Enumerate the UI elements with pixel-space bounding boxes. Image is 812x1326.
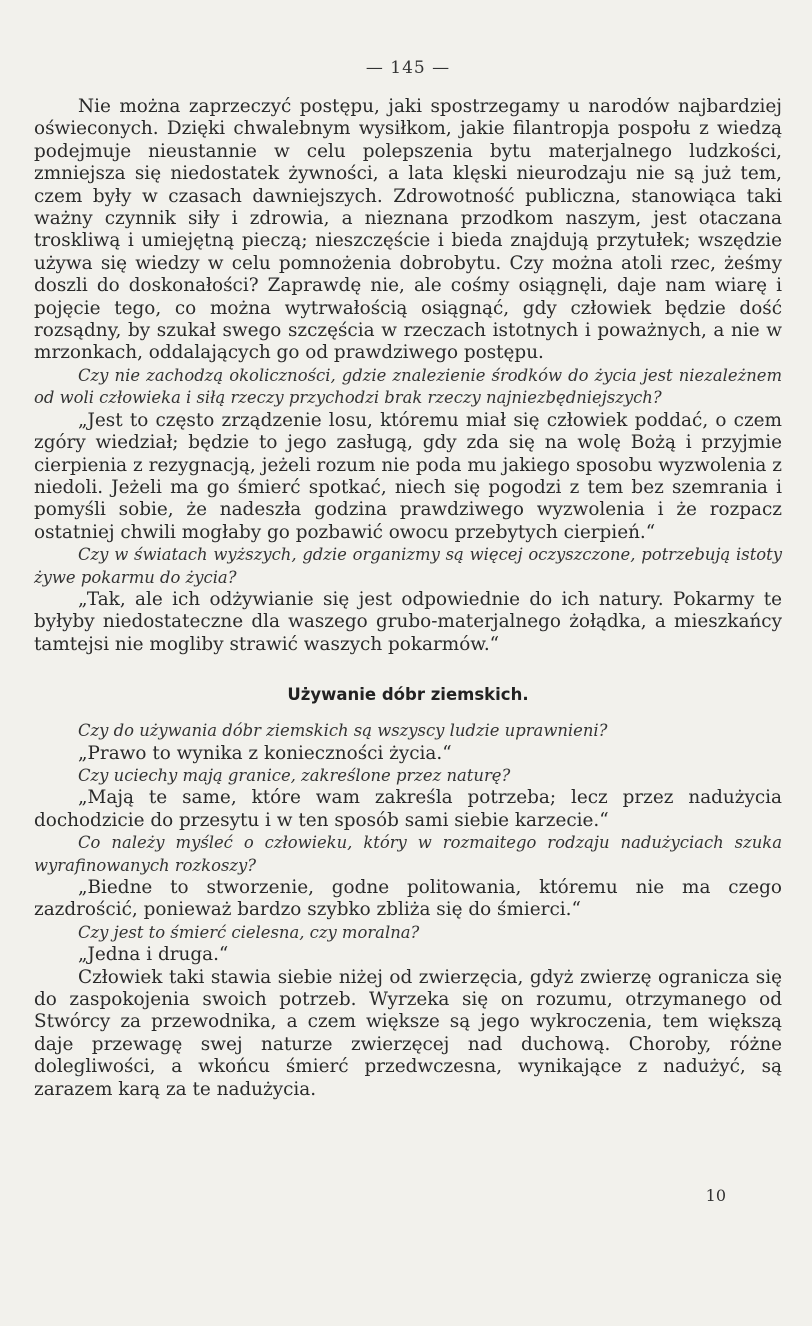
- question-1: Czy nie zachodzą okoliczności, gdzie znalezienie środków do życia jest niezależnem od woli człowieka i siłą rzeczy przychodzi brak rzeczy najniezbędniejszych?: [34, 365, 782, 408]
- answer-6: „Jedna i druga.“: [78, 944, 229, 966]
- paragraph-abuse: Człowiek taki stawia siebie niżej od zwierzęcia, gdyż zwierzę ogranicza się do zaspokojenia swoich potrzeb. Wyrzeka się on rozumu, otrzymanego od Stwórcy za przewodnika, a czem większe są jego wykroczenia, tem większą daje przewagę swej naturze zwierzęcej nad duchową. Choroby, różne dolegliwości, a wkońcu śmierć przedwczesna, wynikające z nadużyć, są zarazem karą za te nadużycia.: [34, 966, 782, 1100]
- signature-mark: 10: [705, 1186, 726, 1205]
- paragraph-progress: Nie można zaprzeczyć postępu, jaki spostrzegamy u narodów najbardziej oświeconych. Dzięki chwalebnym wysiłkom, jakie filantropja pospołu z wiedzą podejmuje nieustannie w celu polepszenia bytu materjalnego ludzkości, zmniejsza się niedostatek żywności, a lata klęski nieurodzaju nie są już tem, czem były w czasach dawniejszych. Zdrowotność publiczna, stanowiąca taki ważny czynnik siły i zdrowia, a nieznana przodkom naszym, jest otaczana troskliwą i umiejętną pieczą; nieszczęście i bieda znajdują przytułek; wszędzie używa się wiedzy w celu pomnożenia dobrobytu. Czy można atoli rzec, żeśmy doszli do doskonałości? Zaprawdę nie, ale cośmy osiągnęli, daje nam wiarę i pojęcie tego, co można wytrwałością osiągnąć, gdy człowiek będzie dość rozsądny, by szukał swego szczęścia w rzeczach istotnych i poważnych, a nie w mrzonkach, oddalających go od prawdziwego postępu.: [34, 96, 782, 364]
- question-5: Co należy myśleć o człowieku, który w rozmaitego rodzaju nadużyciach szuka wyrafinowanych rozkoszy?: [34, 833, 782, 875]
- answer-3: „Prawo to wynika z konieczności życia.“: [78, 742, 452, 764]
- question-6: Czy jest to śmierć cielesna, czy moralna?: [78, 922, 420, 942]
- question-4: Czy uciechy mają granice, zakreślone przez naturę?: [78, 765, 511, 785]
- answer-2: „Tak, ale ich odżywianie się jest odpowiednie do ich natury. Pokarmy te byłyby niedostateczne dla waszego grubo-materjalnego żołądka, a mieszkańcy tamtejsi nie mogliby strawić waszych pokarmów.“: [34, 588, 782, 655]
- question-3: Czy do używania dóbr ziemskich są wszyscy ludzie uprawnieni?: [78, 721, 608, 741]
- page-number-header: — 145 —: [365, 58, 451, 78]
- question-2: Czy w światach wyższych, gdzie organizmy są więcej oczyszczone, potrzebują istoty żywe pokarmu do życia?: [34, 545, 782, 587]
- answer-4: „Mają te same, które wam zakreśla potrzeba; lecz przez nadużycia dochodzicie do przesytu i w ten sposób sami siebie karzecie.“: [34, 787, 782, 831]
- answer-1: „Jest to często zrządzenie losu, któremu miał się człowiek poddać, o czem zgóry wiedział; będzie to jego zasługą, gdy zda się na wolę Bożą i przyjmie cierpienia z rezygnacją, jeżeli rozum nie poda mu jakiego sposobu wyzwolenia z niedoli. Jeżeli ma go śmierć spotkać, niech się pogodzi z tem bez szemrania i pomyśli sobie, że nadeszła godzina prawdziwego wyzwolenia i że rozpacz ostatniej chwili mogłaby go pozbawić owocu przebytych cierpień.“: [34, 409, 782, 543]
- answer-5: „Biedne to stworzenie, godne politowania, któremu nie ma czego zazdrościć, ponieważ bardzo szybko zbliża się do śmierci.“: [34, 877, 782, 921]
- section-title: Używanie dóbr ziemskich.: [287, 685, 529, 705]
